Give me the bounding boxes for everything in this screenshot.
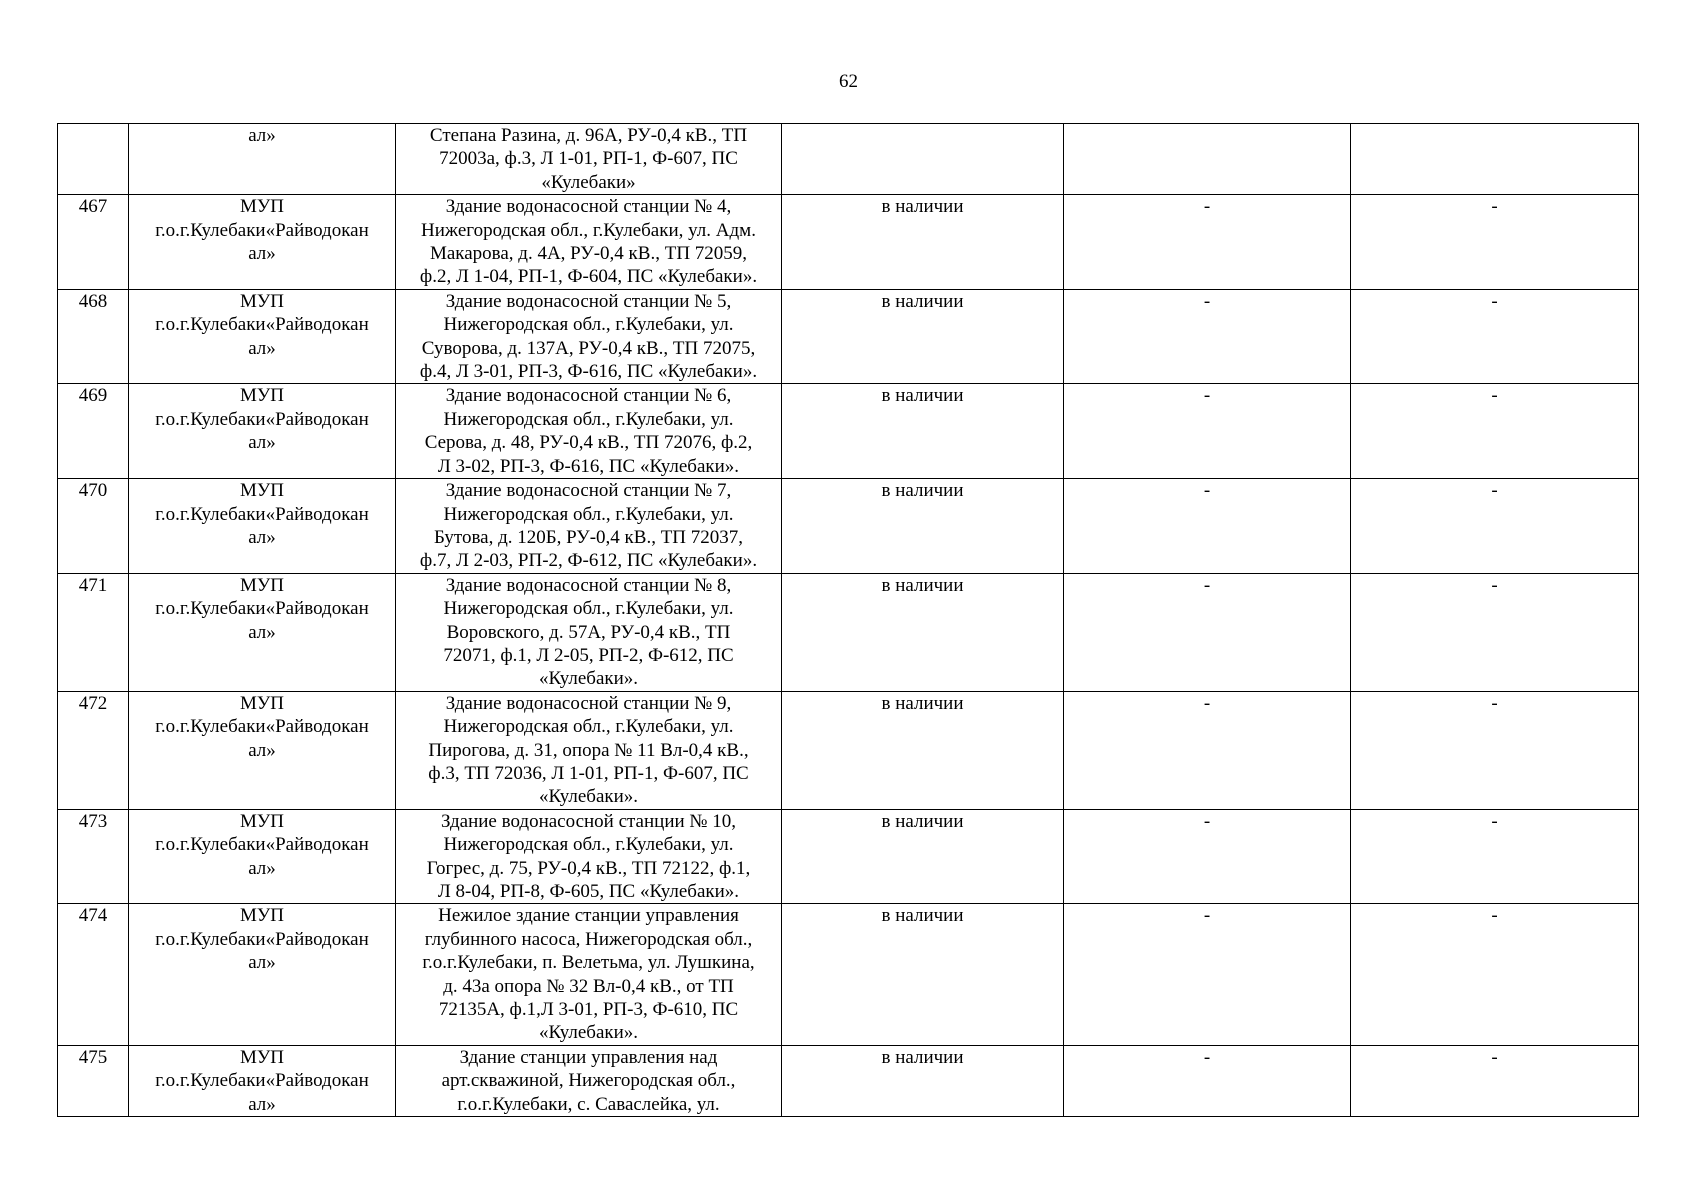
- row-number-cell: [58, 195, 129, 290]
- column-5-cell: [1064, 1045, 1351, 1116]
- row-number-cell: [58, 124, 129, 195]
- column-5-cell-text: -: [1203, 810, 1211, 832]
- row-number-cell-text: 467: [78, 196, 108, 218]
- row-number-cell-text: 473: [78, 810, 108, 832]
- column-6-cell-text: -: [1491, 905, 1498, 927]
- status-cell: [782, 573, 1064, 691]
- table-row: [58, 479, 1639, 574]
- row-number-cell-text: 469: [78, 385, 108, 407]
- object-description-cell-text: Здание водонасосной станции № 9, Нижегородская обл., г.Кулебаки, ул. Пирогова, д. 31, опора № 11 Вл-0,4 кВ., ф.3, ТП 72036, Л 1-01, РП-1, Ф-607, ПС «Кулебаки».: [428, 692, 749, 808]
- row-number-cell-text: 470: [78, 480, 108, 502]
- status-cell-text: в наличии: [881, 905, 964, 927]
- row-number-cell: [58, 691, 129, 809]
- organization-cell: [129, 124, 396, 195]
- status-cell-text: в наличии: [881, 1046, 964, 1068]
- table-row: [58, 124, 1639, 195]
- object-description-cell: [396, 479, 782, 574]
- row-number-cell-text: 474: [78, 905, 108, 927]
- table-row: [58, 195, 1639, 290]
- row-number-cell-text: 468: [78, 290, 108, 312]
- status-cell: [782, 809, 1064, 904]
- table-row: [58, 1045, 1639, 1116]
- column-6-cell: [1351, 124, 1639, 195]
- status-cell-text: в наличии: [881, 692, 964, 714]
- object-description-cell: [396, 195, 782, 290]
- organization-cell-text: МУП г.о.г.Кулебаки«Райводокан ал»: [155, 480, 369, 548]
- status-cell: [782, 1045, 1064, 1116]
- organization-cell: [129, 904, 396, 1045]
- column-6-cell: [1351, 904, 1639, 1045]
- column-5-cell-text: -: [1203, 196, 1211, 218]
- column-6-cell-text: -: [1491, 196, 1498, 218]
- object-description-cell-text: Здание водонасосной станции № 10, Нижегородская обл., г.Кулебаки, ул. Гогрес, д. 75, РУ-0,4 кВ., ТП 72122, ф.1, Л 8-04, РП-8, Ф-605, ПС «Кулебаки».: [426, 810, 751, 902]
- organization-cell-text: МУП г.о.г.Кулебаки«Райводокан ал»: [155, 574, 369, 643]
- column-5-cell: [1064, 691, 1351, 809]
- row-number-cell: [58, 1045, 129, 1116]
- object-description-cell-text: Здание водонасосной станции № 6, Нижегородская обл., г.Кулебаки, ул. Серова, д. 48, РУ-0,4 кВ., ТП 72076, ф.2, Л 3-02, РП-3, Ф-616, ПС «Кулебаки».: [424, 385, 753, 477]
- object-description-cell: [396, 809, 782, 904]
- table-row: [58, 289, 1639, 384]
- table-row: [58, 904, 1639, 1045]
- object-description-cell: [396, 1045, 782, 1116]
- column-5-cell-text: -: [1203, 290, 1211, 312]
- row-number-cell: [58, 809, 129, 904]
- row-number-cell: [58, 479, 129, 574]
- object-description-cell-text: Здание водонасосной станции № 7, Нижегородская обл., г.Кулебаки, ул. Бутова, д. 120Б, РУ-0,4 кВ., ТП 72037, ф.7, Л 2-03, РП-2, Ф-612, ПС «Кулебаки».: [419, 480, 758, 572]
- object-description-cell: [396, 384, 782, 479]
- row-number-cell: [58, 289, 129, 384]
- column-5-cell: [1064, 384, 1351, 479]
- table-row: [58, 809, 1639, 904]
- organization-cell-text: МУП г.о.г.Кулебаки«Райводокан ал»: [155, 810, 369, 879]
- object-description-cell: [396, 691, 782, 809]
- data-table: [57, 123, 1639, 1117]
- status-cell: [782, 124, 1064, 195]
- column-5-cell: [1064, 809, 1351, 904]
- column-6-cell-text: -: [1491, 574, 1498, 596]
- table-row: [58, 691, 1639, 809]
- column-6-cell-text: -: [1491, 692, 1498, 714]
- organization-cell-text: МУП г.о.г.Кулебаки«Райводокан ал»: [155, 290, 369, 359]
- column-6-cell: [1351, 479, 1639, 574]
- column-5-cell: [1064, 195, 1351, 290]
- organization-cell-text: МУП г.о.г.Кулебаки«Райводокан ал»: [155, 196, 369, 265]
- organization-cell: [129, 384, 396, 479]
- status-cell: [782, 904, 1064, 1045]
- column-6-cell: [1351, 289, 1639, 384]
- organization-cell: [129, 809, 396, 904]
- object-description-cell-text: Степана Разина, д. 96А, РУ-0,4 кВ., ТП 72003а, ф.3, Л 1-01, РП-1, Ф-607, ПС «Кулебаки»: [429, 125, 748, 193]
- object-description-cell: [396, 124, 782, 195]
- row-number-cell: [58, 384, 129, 479]
- organization-cell-text: МУП г.о.г.Кулебаки«Райводокан ал»: [155, 692, 369, 761]
- status-cell-text: в наличии: [881, 385, 964, 407]
- status-cell: [782, 195, 1064, 290]
- column-5-cell-text: -: [1203, 574, 1211, 596]
- organization-cell: [129, 1045, 396, 1116]
- object-description-cell-text: Нежилое здание станции управления глубинного насоса, Нижегородская обл., г.о.г.Кулебаки, п. Велетьма, ул. Лушкина, д. 43а опора № 32 Вл-0,4 кВ., от ТП 72135А, ф.1,Л 3-01, РП-3, Ф-610, ПС «Кулебаки».: [422, 905, 755, 1044]
- status-cell-text: в наличии: [881, 810, 964, 832]
- row-number-cell-text: 471: [78, 574, 108, 596]
- row-number-cell: [58, 904, 129, 1045]
- organization-cell: [129, 573, 396, 691]
- object-description-cell: [396, 904, 782, 1045]
- status-cell: [782, 289, 1064, 384]
- organization-cell-text: ал»: [248, 125, 276, 146]
- row-number-cell: [58, 573, 129, 691]
- organization-cell-text: МУП г.о.г.Кулебаки«Райводокан ал»: [155, 1046, 369, 1115]
- column-5-cell: [1064, 289, 1351, 384]
- object-description-cell-text: Здание водонасосной станции № 4, Нижегородская обл., г.Кулебаки, ул. Адм. Макарова, д. 4А, РУ-0,4 кВ., ТП 72059, ф.2, Л 1-04, РП-1, Ф-604, ПС «Кулебаки».: [419, 196, 758, 288]
- row-number-cell-text: 472: [78, 692, 108, 714]
- object-description-cell: [396, 573, 782, 691]
- row-number-cell-text: 475: [78, 1046, 108, 1068]
- organization-cell: [129, 289, 396, 384]
- status-cell: [782, 479, 1064, 574]
- column-6-cell: [1351, 195, 1639, 290]
- organization-cell-text: МУП г.о.г.Кулебаки«Райводокан ал»: [155, 385, 369, 454]
- column-6-cell: [1351, 691, 1639, 809]
- column-6-cell: [1351, 573, 1639, 691]
- status-cell-text: в наличии: [881, 480, 964, 502]
- status-cell-text: в наличии: [881, 290, 964, 312]
- column-6-cell-text: -: [1491, 1046, 1498, 1068]
- status-cell: [782, 691, 1064, 809]
- column-5-cell-text: -: [1203, 905, 1211, 927]
- column-5-cell-text: -: [1203, 1046, 1211, 1068]
- organization-cell: [129, 195, 396, 290]
- column-5-cell: [1064, 479, 1351, 574]
- organization-cell: [129, 479, 396, 574]
- column-5-cell-text: -: [1203, 385, 1211, 407]
- column-5-cell: [1064, 573, 1351, 691]
- object-description-cell: [396, 289, 782, 384]
- status-cell-text: в наличии: [881, 196, 964, 218]
- organization-cell-text: МУП г.о.г.Кулебаки«Райводокан ал»: [155, 905, 369, 974]
- column-6-cell-text: -: [1491, 290, 1498, 312]
- column-6-cell: [1351, 809, 1639, 904]
- column-5-cell-text: -: [1203, 692, 1211, 714]
- column-6-cell-text: -: [1491, 385, 1498, 407]
- table-row: [58, 573, 1639, 691]
- column-6-cell-text: -: [1491, 810, 1498, 832]
- organization-cell: [129, 691, 396, 809]
- column-6-cell: [1351, 1045, 1639, 1116]
- column-5-cell: [1064, 124, 1351, 195]
- object-description-cell-text: Здание станции управления над арт.скважиной, Нижегородская обл., г.о.г.Кулебаки, с. Саваслейка, ул.: [441, 1046, 736, 1115]
- object-description-cell-text: Здание водонасосной станции № 8, Нижегородская обл., г.Кулебаки, ул. Воровского, д. 57А, РУ-0,4 кВ., ТП 72071, ф.1, Л 2-05, РП-2, Ф-612, ПС «Кулебаки».: [443, 574, 734, 690]
- page-number: 62: [839, 71, 858, 92]
- status-cell-text: в наличии: [881, 574, 964, 596]
- column-6-cell: [1351, 384, 1639, 479]
- column-6-cell-text: -: [1491, 480, 1498, 502]
- table-row: [58, 384, 1639, 479]
- column-5-cell: [1064, 904, 1351, 1045]
- column-5-cell-text: -: [1203, 480, 1211, 502]
- status-cell: [782, 384, 1064, 479]
- object-description-cell-text: Здание водонасосной станции № 5, Нижегородская обл., г.Кулебаки, ул. Суворова, д. 137А, РУ-0,4 кВ., ТП 72075, ф.4, Л 3-01, РП-3, Ф-616, ПС «Кулебаки».: [419, 290, 758, 383]
